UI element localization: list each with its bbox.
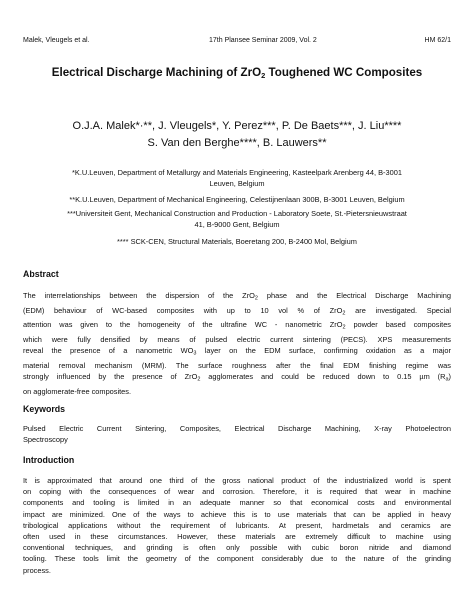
affiliation: **K.U.Leuven, Department of Mechanical Engineering, Celestijnenlaan 300B, B-3001 Leuven, Belgium: [69, 195, 405, 204]
introduction-heading: Introduction: [23, 455, 75, 465]
introduction-body: It is approximated that around one third of the gross national product of the industrialized world is spent on coping with the consequences of wear and corrosion. Therefore, it is required that wear in machine components and tooling is limited in an adequate manner so that economical costs and environmental impact are minimized. One of the ways to achieve this is to use materials that can be applied in heavy tribological applications without the requirement of lubricants. At present, hardmetals and ceramics are often used in these circumstances. However, these materials are extremely difficult to machine using conventional techniques, and grinding is often only possible with cubic boron nitride and diamond tooling. These tools limit the geometry of the component considerably due to the nature of the grinding process.: [23, 476, 451, 575]
author-line: O.J.A. Malek*·**, J. Vleugels*, Y. Perez***, P. De Baets***, J. Liu****: [72, 120, 402, 132]
header-authors: Malek, Vleugels et al.: [23, 37, 90, 44]
author-line: S. Van den Berghe****, B. Lauwers**: [147, 136, 327, 149]
affiliation: *K.U.Leuven, Department of Metallurgy and Materials Engineering, Kasteelpark Arenberg 44, B-3001 Leuven, Belgium: [72, 168, 402, 188]
paper-title: Electrical Discharge Machining of ZrO$_2$ Toughened WC Composites: [51, 66, 423, 80]
affiliation: **** SCK-CEN, Structural Materials, Boeretang 200, B-2400 Mol, Belgium: [117, 237, 357, 246]
keywords-body: Pulsed Electric Current Sintering, Composites, Electrical Discharge Machining, X-ray Photoelectron Spectroscopy: [23, 424, 451, 445]
author-list: [23, 118, 451, 151]
affiliation: ***Universiteit Gent, Mechanical Construction and Production - Laboratory Soete, St.-Pietersnieuwstraat 41, B-9000 Gent, Belgium: [67, 209, 407, 229]
abstract-body: The interrelationships between the dispersion of the ZrO$_2$ phase and the Electrical Discharge Machining (EDM) behaviour of WC-based composites with up to 10 vol % of ZrO$_2$ are investigated. Special attention was given to the homogeneity of the ultrafine WC - nanometric ZrO$_2$ powder based composites which were fully densified by means of pulsed electric current sintering (PECS). XPS measurements reveal the presence of a nanometric $WO_3$ layer on the EDM surface, confirming oxidation as a major material removal mechanism (MRM). The surface roughness after the final EDM finishing regime was strongly influenced by the presence of ZrO$_2$ agglomerates and could be reduced down to 0.15 µm $(R_a)$ on agglomerate-free composites.: [23, 291, 452, 396]
header-conference: 17th Plansee Seminar 2009, Vol. 2: [209, 37, 317, 44]
header-page-id: HM 62/1: [424, 37, 451, 44]
running-header: [23, 37, 451, 49]
abstract-heading: Abstract: [23, 269, 59, 279]
keywords-heading: Keywords: [23, 404, 66, 414]
